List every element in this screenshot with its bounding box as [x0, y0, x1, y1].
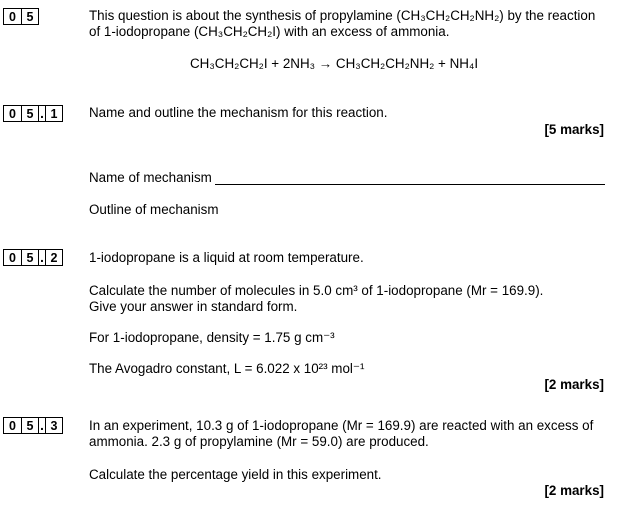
- q051-marks: [5 marks]: [544, 122, 604, 137]
- digit: 5: [21, 418, 38, 433]
- question-number-05-1: [3, 105, 63, 122]
- digit: 0: [9, 9, 16, 24]
- q052-avogadro: The Avogadro constant, L = 6.022 x 10²³ mol⁻¹: [89, 361, 365, 376]
- q052-statement: 1-iodopropane is a liquid at room temperature.: [89, 250, 364, 265]
- digit: 5: [21, 9, 38, 24]
- digit: 0: [9, 418, 16, 433]
- question-number-05-2: [3, 249, 63, 266]
- mechanism-outline-label: Outline of mechanism: [89, 202, 219, 217]
- decimal-point: .: [38, 250, 45, 265]
- digit: 5: [21, 106, 38, 121]
- q053-marks: [2 marks]: [544, 483, 604, 498]
- digit: 3: [45, 418, 62, 433]
- q051-question: Name and outline the mechanism for this reaction.: [89, 105, 388, 120]
- reaction-equation: CH₃CH₂CH₂I + 2NH₃ → CH₃CH₂CH₂NH₂ + NH₄I: [190, 56, 479, 71]
- decimal-point: .: [38, 106, 45, 121]
- digit: 5: [21, 250, 38, 265]
- q053-line-2: ammonia. 2.3 g of propylamine (Mr = 59.0) are produced.: [89, 434, 429, 449]
- q05-intro-line-2: of 1-iodopropane (CH₃CH₂CH₂I) with an excess of ammonia.: [89, 24, 450, 39]
- digit: 0: [9, 106, 16, 121]
- q053-calc: Calculate the percentage yield in this experiment.: [89, 467, 382, 482]
- q052-calc-line-2: Give your answer in standard form.: [89, 299, 298, 314]
- q052-calc-line-1: Calculate the number of molecules in 5.0 cm³ of 1-iodopropane (Mr = 169.9).: [89, 283, 544, 298]
- q05-intro-line-1: This question is about the synthesis of propylamine (CH₃CH₂CH₂NH₂) by the reaction: [89, 8, 596, 23]
- digit: 2: [45, 250, 62, 265]
- q052-density: For 1-iodopropane, density = 1.75 g cm⁻³: [89, 330, 335, 345]
- question-number-05: [3, 8, 39, 25]
- decimal-point: .: [38, 418, 45, 433]
- q052-marks: [2 marks]: [544, 377, 604, 392]
- digit: 1: [45, 106, 62, 121]
- digit: 0: [9, 250, 16, 265]
- mechanism-name-label: Name of mechanism: [89, 170, 212, 185]
- q053-line-1: In an experiment, 10.3 g of 1-iodopropane (Mr = 169.9) are reacted with an excess of: [89, 418, 594, 433]
- question-number-05-3: [3, 417, 63, 434]
- mechanism-name-answer-line[interactable]: [215, 184, 605, 185]
